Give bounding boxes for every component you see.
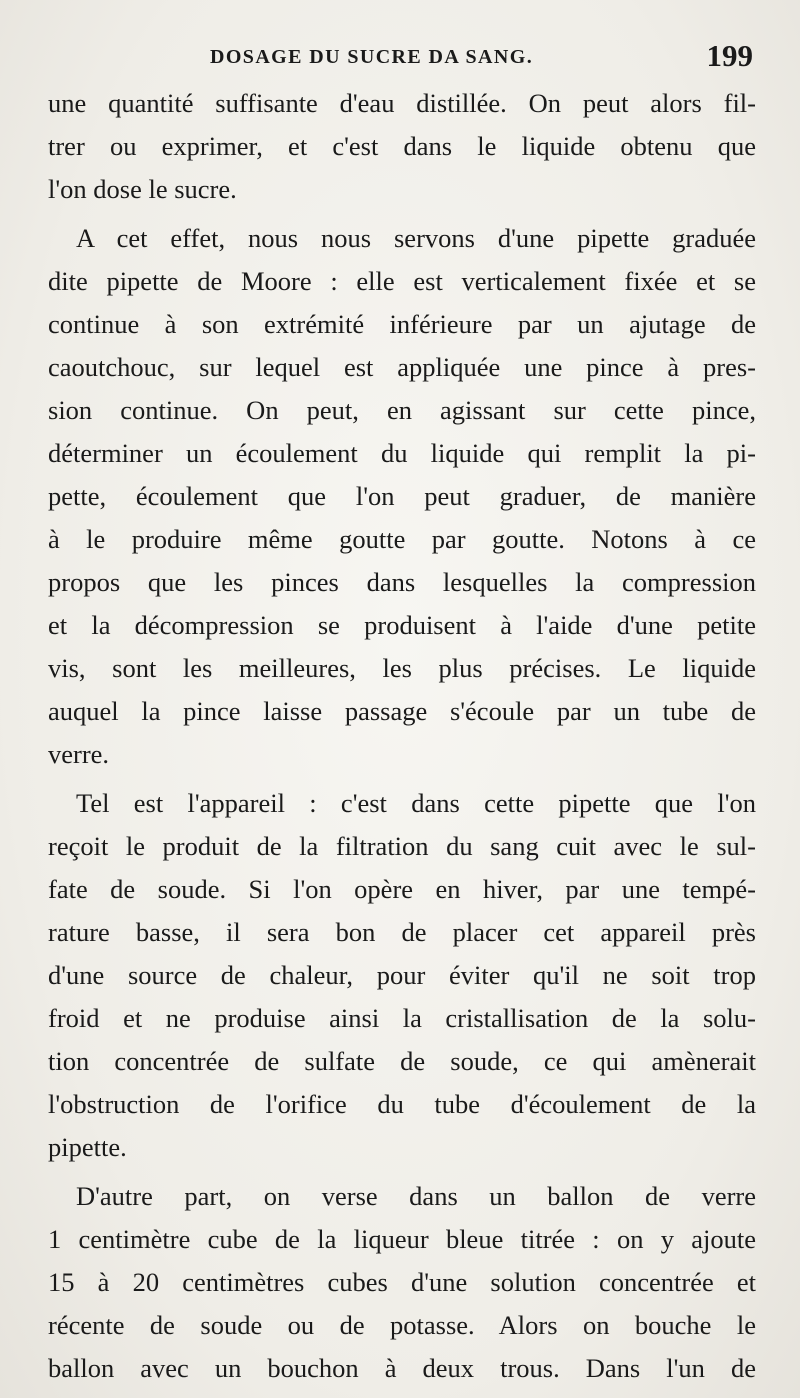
text-line: propos que les pinces dans lesquelles la compression (48, 567, 756, 597)
text-line: froid et ne produise ainsi la cristallisation de la solu- (48, 1003, 756, 1033)
text-line: et la décompression se produisent à l'aide d'une petite (48, 610, 756, 640)
paragraph-4 (48, 1175, 756, 1390)
text-line: D'autre part, on verse dans un ballon de verre (76, 1181, 756, 1211)
text-line: rature basse, il sera bon de placer cet appareil près (48, 917, 756, 947)
text-line: verre. (48, 739, 110, 769)
text-line: récente de soude ou de potasse. Alors on bouche le (48, 1310, 756, 1340)
paragraph-2 (48, 217, 756, 776)
text-line: reçoit le produit de la filtration du sang cuit avec le sul- (48, 831, 756, 861)
text-line: sion continue. On peut, en agissant sur cette pince, (48, 395, 756, 425)
text-line: caoutchouc, sur lequel est appliquée une pince à pres- (48, 352, 756, 382)
running-title: DOSAGE DU SUCRE DA SANG. (210, 46, 534, 68)
text-line: pipette. (48, 1132, 127, 1162)
text-line: trer ou exprimer, et c'est dans le liquide obtenu que (48, 131, 756, 161)
text-line: 1 centimètre cube de la liqueur bleue titrée : on y ajoute (48, 1224, 756, 1254)
text-line: à le produire même goutte par goutte. Notons à ce (48, 524, 756, 554)
text-line: auquel la pince laisse passage s'écoule par un tube de (48, 696, 756, 726)
paragraph-3 (48, 782, 756, 1169)
text-line: 15 à 20 centimètres cubes d'une solution concentrée et (48, 1267, 756, 1297)
text-line: déterminer un écoulement du liquide qui remplit la pi- (48, 438, 756, 468)
text-line: d'une source de chaleur, pour éviter qu'il ne soit trop (48, 960, 756, 990)
text-line: une quantité suffisante d'eau distillée. On peut alors fil- (48, 88, 756, 118)
page-header (48, 40, 753, 76)
text-line: l'obstruction de l'orifice du tube d'écoulement de la (48, 1089, 756, 1119)
paragraph-1 (48, 82, 756, 211)
text-line: A cet effet, nous nous servons d'une pipette graduée (76, 223, 756, 253)
text-line: vis, sont les meilleures, les plus précises. Le liquide (48, 653, 756, 683)
page-number: 199 (706, 38, 753, 73)
text-line: ballon avec un bouchon à deux trous. Dans l'un de (48, 1353, 756, 1383)
text-line: continue à son extrémité inférieure par un ajutage de (48, 309, 756, 339)
text-line: tion concentrée de sulfate de soude, ce qui amènerait (48, 1046, 756, 1076)
text-line: l'on dose le sucre. (48, 174, 237, 204)
text-line: dite pipette de Moore : elle est verticalement fixée et se (48, 266, 756, 296)
body-text (48, 82, 756, 1396)
text-line: Tel est l'appareil : c'est dans cette pipette que l'on (76, 788, 756, 818)
text-line: pette, écoulement que l'on peut graduer, de manière (48, 481, 756, 511)
text-line: fate de soude. Si l'on opère en hiver, par une tempé- (48, 874, 756, 904)
